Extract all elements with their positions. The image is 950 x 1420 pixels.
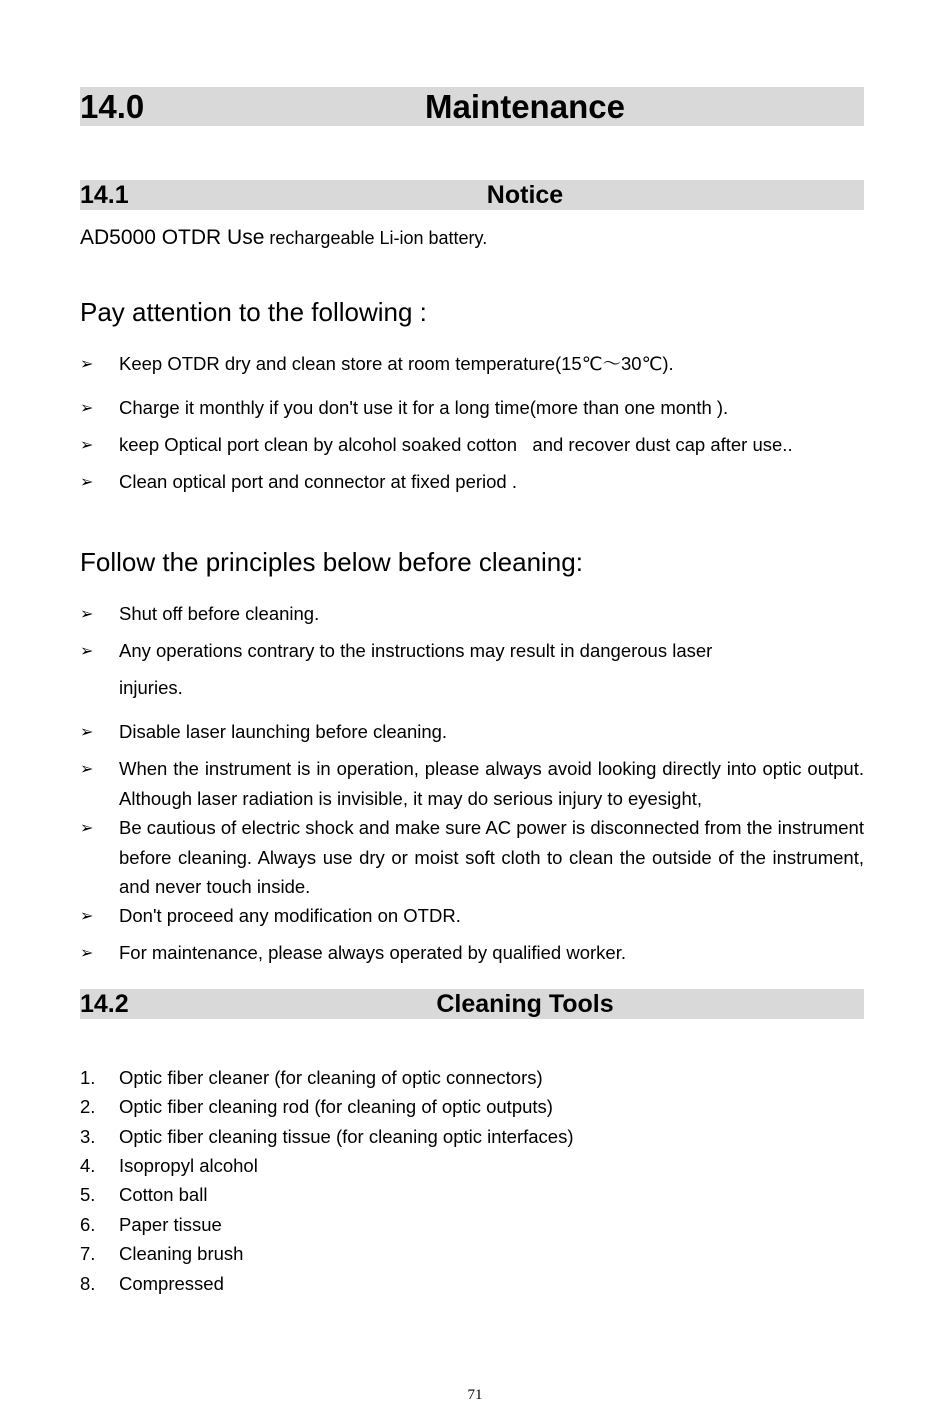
list-item	[80, 349, 864, 379]
tool-text: Optic fiber cleaning tissue (for cleaning optic interfaces)	[119, 1126, 574, 1147]
intro-text-part1: AD5000 OTDR Use	[80, 226, 265, 249]
list-item-text: Any operations contrary to the instructions may result in dangerous laser	[119, 640, 713, 661]
list-item	[80, 717, 864, 747]
section-heading-cleaning-tools	[80, 989, 864, 1019]
list-item-text: Charge it monthly if you don't use it for a long time(more than one month ).	[119, 397, 729, 418]
section-number: 14.1	[80, 181, 129, 209]
tool-text: Optic fiber cleaner (for cleaning of optic connectors)	[119, 1067, 543, 1088]
bullet-arrow-icon: ➢	[80, 943, 94, 962]
tool-item	[80, 1239, 864, 1269]
bullet-arrow-icon: ➢	[80, 818, 94, 837]
list-item-text: Don't proceed any modification on OTDR.	[119, 905, 461, 926]
tool-number: 5.	[80, 1184, 96, 1205]
bullet-arrow-icon: ➢	[80, 435, 94, 454]
tool-text: Paper tissue	[119, 1214, 222, 1235]
list-item	[80, 901, 864, 931]
list-item-continuation	[80, 673, 864, 703]
tool-text: Compressed	[119, 1273, 224, 1294]
list-item-text: Keep OTDR dry and clean store at room temperature(15℃～30℃).	[119, 353, 674, 374]
list-item	[80, 430, 864, 460]
tool-text: Cotton ball	[119, 1184, 208, 1205]
list-item	[80, 599, 864, 629]
list-item-text: When the instrument is in operation, please always avoid looking directly into optic output. Although laser radiation is invisible, it may do serious injury to eyesight,	[119, 758, 864, 809]
tool-number: 8.	[80, 1273, 96, 1294]
tool-number: 7.	[80, 1243, 96, 1264]
tool-number: 3.	[80, 1126, 96, 1147]
list-item-text: Disable laser launching before cleaning.	[119, 721, 448, 742]
tool-item	[80, 1151, 864, 1181]
tool-item	[80, 1269, 864, 1299]
tool-number: 1.	[80, 1067, 96, 1088]
list-item-text: For maintenance, please always operated by qualified worker.	[119, 942, 626, 963]
cleaning-heading: Follow the principles below before cleaning:	[80, 547, 583, 577]
tool-number: 2.	[80, 1096, 96, 1117]
tool-number: 4.	[80, 1155, 96, 1176]
bullet-arrow-icon: ➢	[80, 604, 94, 623]
section-heading-maintenance	[80, 87, 864, 126]
bullet-arrow-icon: ➢	[80, 641, 94, 660]
section-title: Cleaning Tools	[436, 990, 614, 1018]
bullet-arrow-icon: ➢	[80, 354, 94, 373]
tool-item	[80, 1122, 864, 1152]
section-title: Maintenance	[425, 88, 625, 125]
tool-item	[80, 1063, 864, 1093]
list-item	[80, 813, 864, 902]
section-number: 14.0	[80, 88, 145, 125]
bullet-arrow-icon: ➢	[80, 906, 94, 925]
bullet-arrow-icon: ➢	[80, 472, 94, 491]
tool-item	[80, 1210, 864, 1240]
bullet-arrow-icon: ➢	[80, 759, 94, 778]
list-item-text: Clean optical port and connector at fixed period .	[119, 471, 517, 492]
tool-number: 6.	[80, 1214, 96, 1235]
list-item	[80, 754, 864, 813]
list-item	[80, 467, 864, 497]
list-item	[80, 938, 864, 968]
list-item	[80, 393, 864, 423]
attention-heading: Pay attention to the following :	[80, 297, 427, 327]
section-number: 14.2	[80, 990, 129, 1018]
section-heading-notice	[80, 180, 864, 210]
bullet-arrow-icon: ➢	[80, 398, 94, 417]
tool-text: Isopropyl alcohol	[119, 1155, 258, 1176]
list-item-text: injuries.	[119, 677, 183, 698]
list-item-text: keep Optical port clean by alcohol soaked cotton and recover dust cap after use..	[119, 434, 793, 455]
page-number: 71	[467, 1387, 483, 1403]
intro-text-part2: rechargeable Li-ion battery.	[264, 228, 488, 248]
tool-item	[80, 1180, 864, 1210]
tool-text: Cleaning brush	[119, 1243, 244, 1264]
tool-item	[80, 1092, 864, 1122]
section-title: Notice	[486, 181, 564, 209]
intro-text	[80, 226, 487, 250]
tool-text: Optic fiber cleaning rod (for cleaning of optic outputs)	[119, 1096, 553, 1117]
list-item	[80, 636, 864, 666]
list-item-text: Shut off before cleaning.	[119, 603, 320, 624]
list-item-text: Be cautious of electric shock and make sure AC power is disconnected from the instrument before cleaning. Always use dry or moist soft cloth to clean the outside of the instrument, and never touch inside.	[119, 817, 864, 897]
bullet-arrow-icon: ➢	[80, 722, 94, 741]
